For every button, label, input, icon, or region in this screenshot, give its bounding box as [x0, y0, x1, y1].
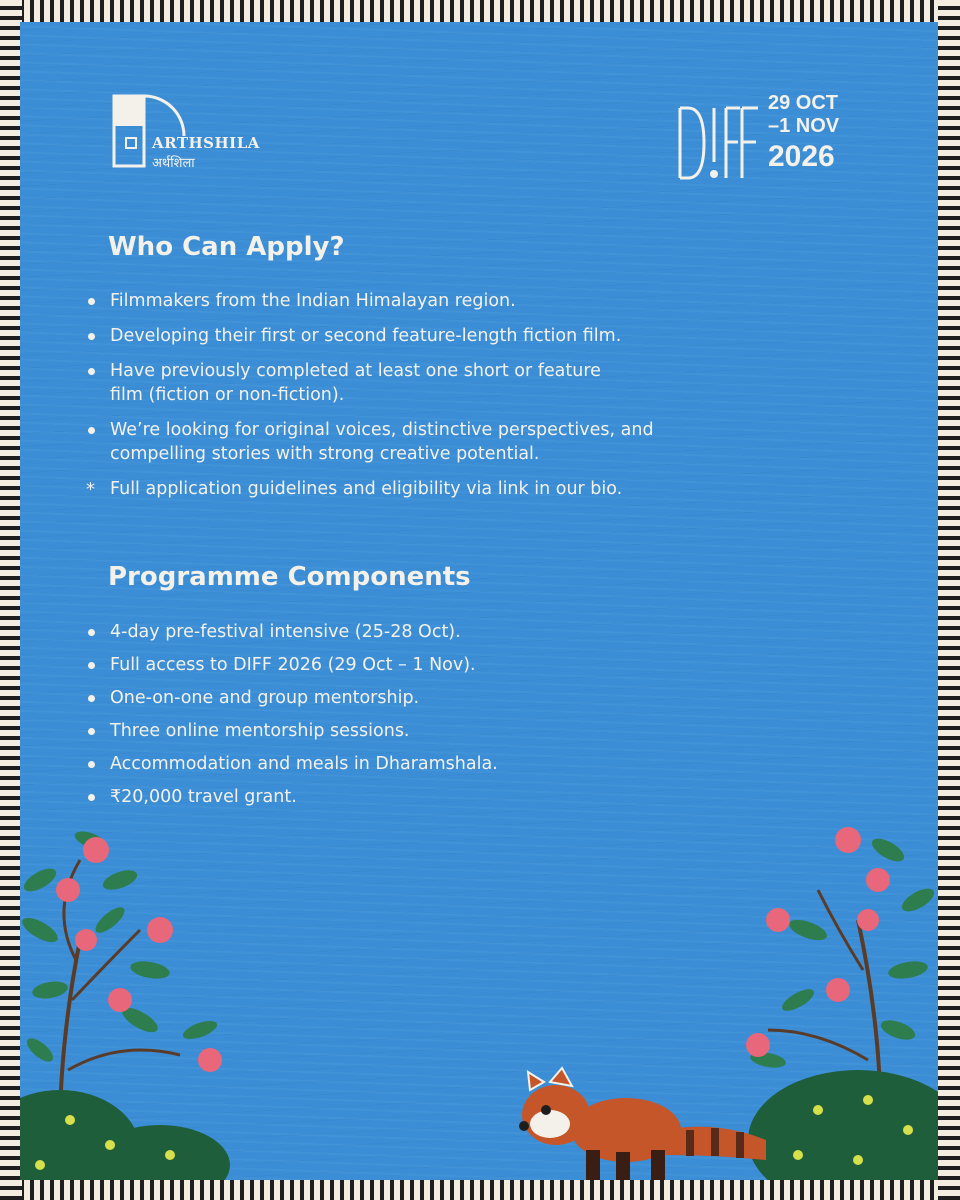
eligibility-item: [86, 418, 750, 466]
component-item: [86, 719, 786, 743]
bullet-icon: [88, 333, 95, 340]
diff-logo-icon: [676, 102, 762, 182]
left-striped-border: [0, 0, 22, 1200]
who-can-apply-heading: Who Can Apply?: [108, 232, 345, 262]
eligibility-note-text: Full application guidelines and eligibility via link in our bio.: [110, 479, 623, 499]
bullet-icon: [88, 368, 95, 375]
eligibility-item: [86, 324, 786, 348]
dates-line-2: –1 NOV: [768, 115, 840, 137]
eligibility-item-text: Filmmakers from the Indian Himalayan region.: [110, 291, 516, 311]
festival-year: 2026: [768, 140, 835, 173]
component-item-text: One-on-one and group mentorship.: [110, 688, 420, 708]
diff-branding: [676, 92, 916, 212]
component-item: [86, 752, 786, 776]
right-striped-border: [938, 0, 960, 1200]
festival-dates: [768, 92, 839, 175]
component-item: [86, 620, 786, 644]
bullet-icon: [88, 427, 95, 434]
bullet-icon: [88, 695, 95, 702]
red-panda-illustration: [516, 1060, 776, 1180]
logo-name: ARTHSHILA: [152, 134, 260, 152]
component-item: [86, 785, 786, 809]
logo-name-hindi: अर्थशिला: [152, 156, 195, 171]
bullet-icon: [88, 662, 95, 669]
component-item-text: Three online mentorship sessions.: [110, 721, 410, 741]
bullet-icon: [88, 761, 95, 768]
bullet-icon: [88, 298, 95, 305]
component-item-text: Accommodation and meals in Dharamshala.: [110, 754, 498, 774]
eligibility-item: [86, 289, 786, 313]
component-item-text: Full access to DIFF 2026 (29 Oct – 1 Nov).: [110, 655, 476, 675]
asterisk-icon: *: [86, 479, 95, 500]
arthshila-logo: [112, 94, 312, 194]
bullet-icon: [88, 794, 95, 801]
programme-components-list: [86, 620, 786, 818]
bullet-icon: [88, 629, 95, 636]
component-item-text: ₹20,000 travel grant.: [110, 787, 297, 807]
eligibility-note: [86, 477, 786, 501]
programme-components-heading: Programme Components: [108, 562, 471, 592]
eligibility-item: [86, 359, 630, 407]
eligibility-item-text: Developing their first or second feature-length fiction film.: [110, 326, 622, 346]
component-item: [86, 653, 786, 677]
bullet-icon: [88, 728, 95, 735]
dates-line-1: 29 OCT: [768, 92, 839, 114]
component-item-text: 4-day pre-festival intensive (25-28 Oct).: [110, 622, 461, 642]
eligibility-item-text: Have previously completed at least one short or feature film (fiction or non-fiction).: [110, 361, 601, 405]
flowering-shrub-illustration: [20, 820, 250, 1180]
eligibility-list: [86, 289, 786, 512]
eligibility-item-text: We’re looking for original voices, distinctive perspectives, and compelling stories with strong creative potential.: [110, 420, 654, 464]
blue-panel: [20, 22, 938, 1180]
component-item: [86, 686, 786, 710]
